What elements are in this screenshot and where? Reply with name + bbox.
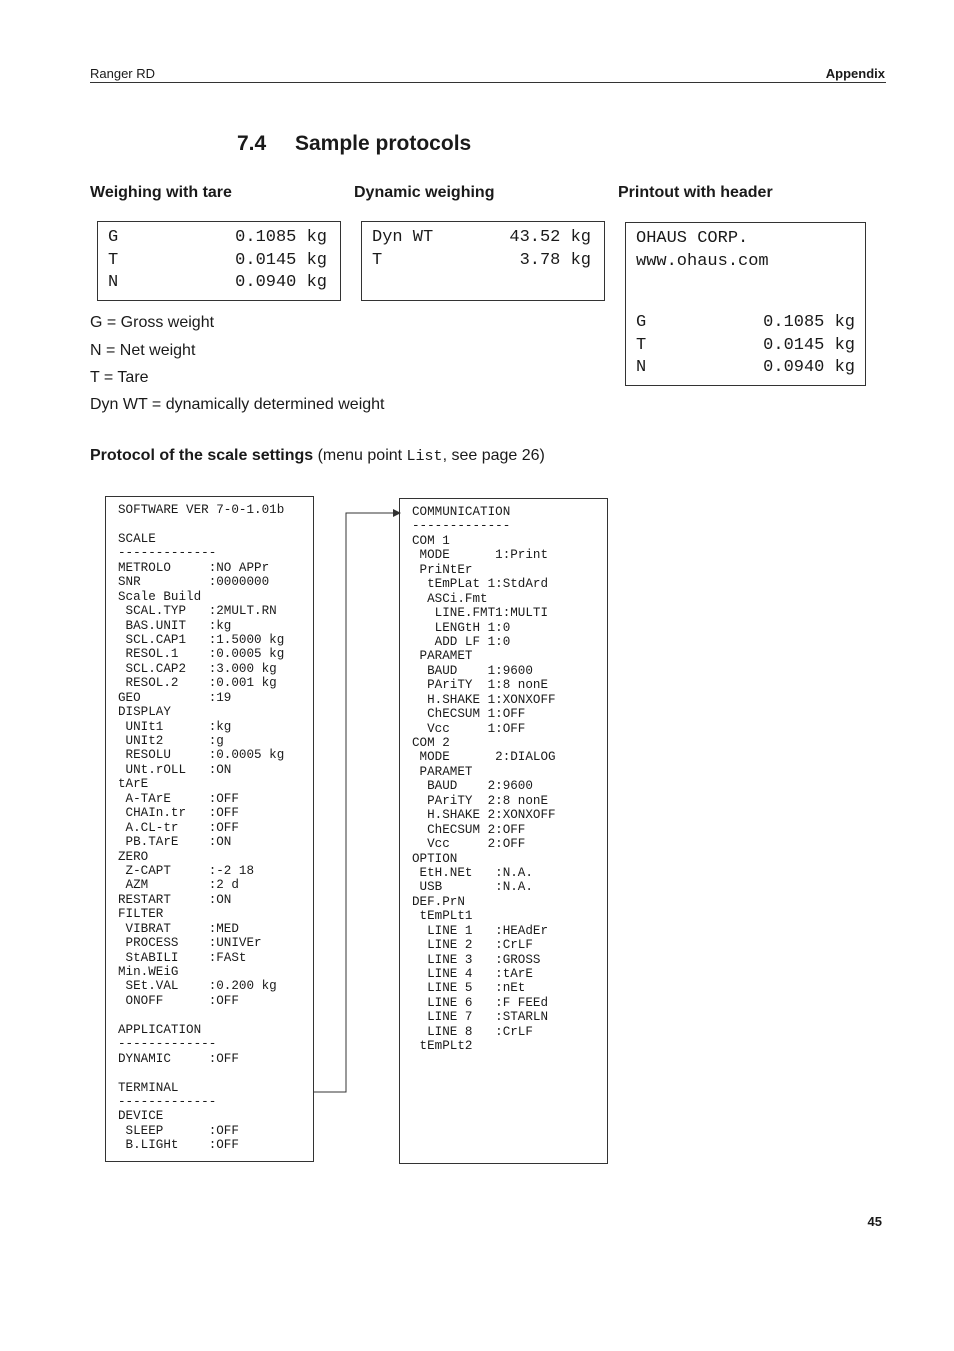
row-value: 0.1085 kg [763,313,855,332]
settings-line: VIBRAT :MED [118,921,239,936]
settings-line: OPTION [412,851,458,866]
display-row [636,335,855,358]
settings-line [118,1008,313,1022]
settings-line: GEO :19 [118,690,232,705]
settings-line: SNR :0000000 [118,575,270,590]
settings-line: ChECSUM 1:OFF [412,707,526,722]
settings-line: H.SHAKE 2:XONXOFF [412,808,556,823]
settings-line: BAUD 1:9600 [412,663,533,678]
settings-line: tEmPLt1 [412,909,473,924]
display-weighing-with-tare [97,221,341,301]
settings-line: Vcc 1:OFF [412,721,526,736]
settings-line: TERMINAL [118,1080,179,1095]
display-row [372,250,591,273]
settings-line: H.SHAKE 1:XONXOFF [412,692,556,707]
settings-line: PROCESS :UNIVEr [118,936,262,951]
settings-line: RESTART :ON [118,892,232,907]
settings-line: DYNAMIC :OFF [118,1051,239,1066]
settings-line: ADD LF 1:0 [412,634,511,649]
settings-line: FILTER [118,907,164,922]
heading-printout-with-header: Printout with header [618,184,773,201]
settings-line: EtH.NEt :N.A. [412,865,533,880]
settings-line: UNt.rOLL :ON [118,762,232,777]
display-row [108,250,327,273]
running-header-title: Ranger RD [90,66,156,81]
running-header-section: Appendix [825,66,885,81]
settings-line: APPLICATION [118,1022,202,1037]
settings-line: COM 1 [412,533,450,548]
display-row [108,227,327,250]
settings-line [118,1066,313,1080]
settings-line: ASCi.Fmt [412,591,488,606]
settings-line: BAS.UNIT :kg [118,618,232,633]
settings-line: ONOFF :OFF [118,993,239,1008]
section-title: Sample protocols [295,132,472,155]
row-label: N [636,358,647,377]
settings-line: ------------- [118,1094,217,1109]
settings-line: UNIt1 :kg [118,719,232,734]
settings-line: PARAMET [412,649,473,664]
settings-line: Vcc 2:OFF [412,837,526,852]
row-value: 0.1085 kg [235,228,327,247]
settings-line: METROLO :NO APPr [118,560,270,575]
page-number: 45 [867,1214,882,1229]
legend-gross: G = Gross weight [90,314,215,331]
row-label: N [108,273,119,292]
settings-line: SCAL.TYP :2MULT.RN [118,604,277,619]
row-label: G [636,313,647,332]
settings-line: A.CL-tr :OFF [118,820,239,835]
settings-line: ------------- [118,546,217,561]
settings-line: SCL.CAP2 :3.000 kg [118,661,277,676]
display-row [372,227,591,250]
settings-line: CHAIn.tr :OFF [118,806,239,821]
row-value: 43.52 kg [509,228,591,247]
settings-line: LINE 8 :CrLF [412,1024,533,1039]
settings-line: LINE 2 :CrLF [412,938,533,953]
row-label: Dyn WT [372,228,434,247]
continuation-arrow [300,500,410,1100]
settings-line: Scale Build [118,589,202,604]
settings-line: LINE 3 :GROSS [412,952,541,967]
settings-line: LINE.FMT1:MULTI [412,606,549,621]
settings-line: tArE [118,777,149,792]
settings-line: B.LIGHt :OFF [118,1138,239,1153]
settings-list-communication [399,498,608,1164]
heading-dynamic-weighing: Dynamic weighing [354,184,495,201]
section-number: 7.4 [237,132,267,155]
display-row [636,312,855,335]
row-label: T [636,335,647,355]
display-row [108,272,327,295]
display-dynamic-weighing [361,221,605,301]
row-value: 0.0940 kg [235,273,327,292]
legend-dynamic: Dyn WT = dynamically determined weight [90,396,385,413]
settings-line: AZM :2 d [118,878,239,893]
legend-net: N = Net weight [90,342,196,359]
row-value: 3.78 kg [519,250,591,270]
settings-line: Z-CAPT :-2 18 [118,863,255,878]
settings-line: SOFTWARE VER 7-0-1.01b [118,503,285,517]
settings-line: RESOL.1 :0.0005 kg [118,647,285,662]
settings-line: LINE 5 :nEt [412,981,526,996]
settings-line [118,517,313,531]
settings-line: DISPLAY [118,705,171,720]
printout-website: www.ohaus.com [636,251,769,271]
settings-line: PriNtEr [412,562,473,577]
heading-weighing-with-tare: Weighing with tare [90,184,232,201]
settings-line: LINE 4 :tArE [412,967,533,981]
row-label: T [372,250,383,270]
settings-line: BAUD 2:9600 [412,779,533,794]
settings-line: tEmPLat 1:StdArd [412,577,549,592]
settings-line: Min.WEiG [118,965,179,979]
settings-line: SEt.VAL :0.200 kg [118,979,277,994]
row-label: G [108,228,119,247]
display-row [636,357,855,380]
settings-line: PAriTY 1:8 nonE [412,678,549,693]
row-value: 0.0145 kg [235,250,327,270]
legend-tare: T = Tare [90,369,149,386]
settings-line: RESOLU :0.0005 kg [118,748,285,763]
settings-line: PARAMET [412,764,473,779]
settings-line: LINE 1 :HEAdEr [412,923,549,938]
display-printout-with-header [625,222,866,386]
settings-line: USB :N.A. [412,880,533,895]
settings-line: PB.TArE :ON [118,835,232,850]
settings-line: ChECSUM 2:OFF [412,822,526,837]
settings-line: ------------- [118,1037,217,1052]
settings-line: SLEEP :OFF [118,1123,239,1138]
settings-line: RESOL.2 :0.001 kg [118,676,277,691]
printout-company: OHAUS CORP. [636,229,749,248]
settings-line: LENGtH 1:0 [412,620,511,635]
settings-line: COMMUNICATION [412,505,511,519]
settings-line: DEVICE [118,1109,164,1124]
settings-line: PAriTY 2:8 nonE [412,793,549,808]
row-value: 0.0145 kg [763,335,855,355]
settings-line: ------------- [412,519,511,534]
settings-line: LINE 6 :F FEEd [412,995,549,1010]
settings-line: LINE 7 :STARLN [412,1010,549,1025]
settings-line: DEF.PrN [412,894,465,909]
settings-line: COM 2 [412,736,450,750]
settings-line: MODE 2:DIALOG [412,750,556,765]
header-rule [90,82,886,83]
settings-line: MODE 1:Print [412,548,549,563]
settings-line: SCL.CAP1 :1.5000 kg [118,632,285,647]
settings-line: UNIt2 :g [118,734,224,748]
settings-line: tEmPLt2 [412,1039,473,1054]
settings-line: SCALE [118,531,156,546]
settings-line: A-TArE :OFF [118,791,239,806]
row-label: T [108,250,119,270]
settings-list-scale [105,496,314,1162]
settings-line: StABILI :FASt [118,950,247,965]
settings-line: ZERO [118,849,149,864]
row-value: 0.0940 kg [763,358,855,377]
protocol-heading: Protocol of the scale settings (menu point List, see page 26) [90,447,545,465]
